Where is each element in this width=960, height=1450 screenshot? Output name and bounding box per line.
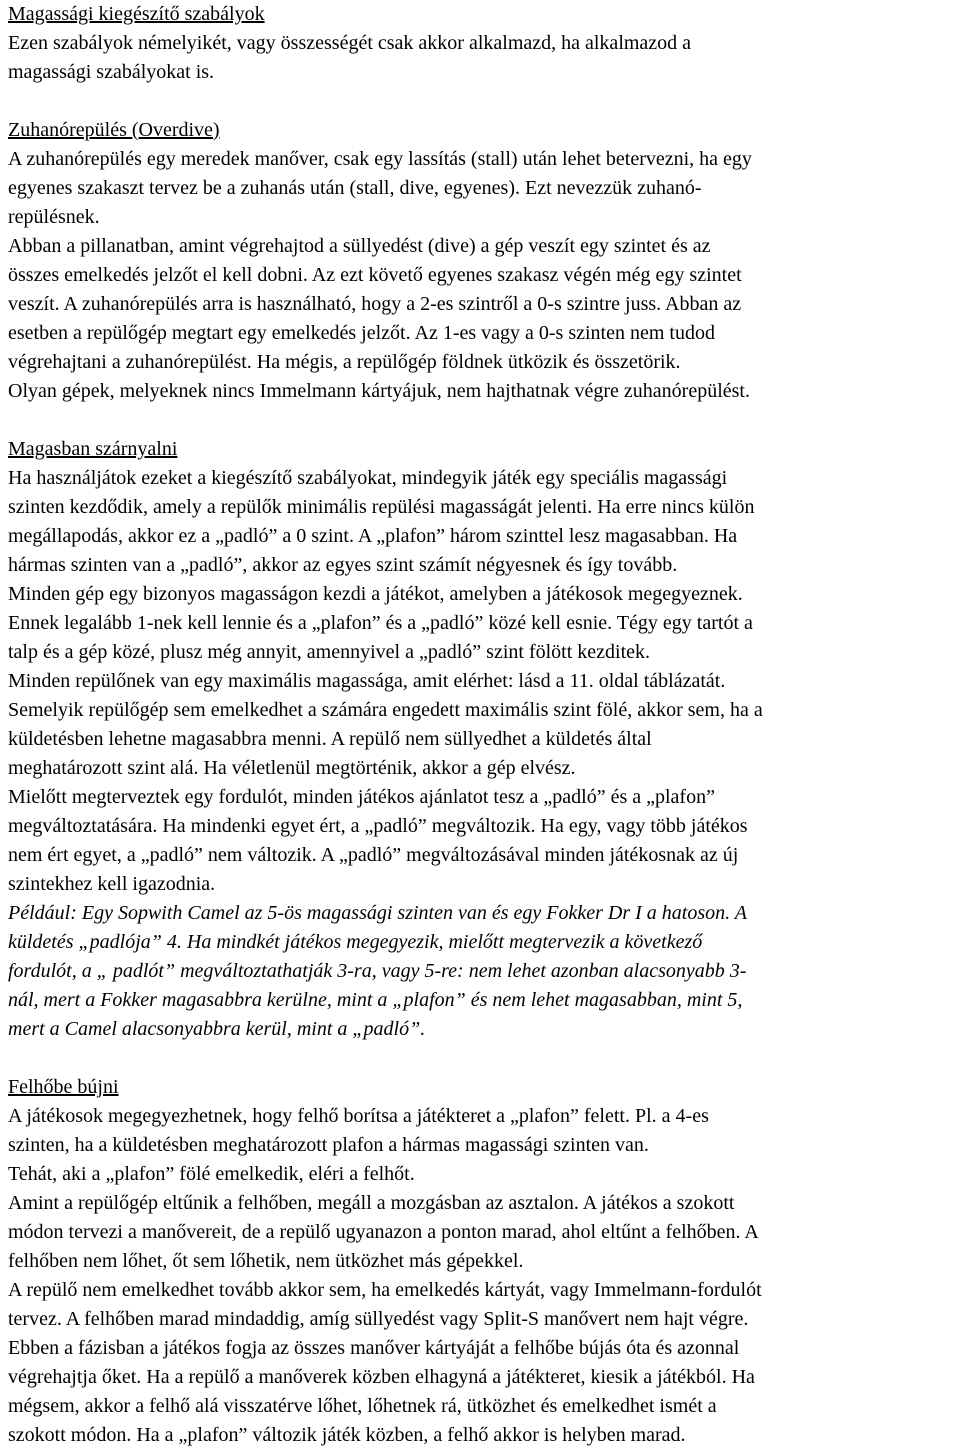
paragraph-line: módon tervezi a manővereit, de a repülő ugyanazon a ponton marad, ahol eltűnt a felhőben. A xyxy=(8,1221,759,1243)
blank-line xyxy=(8,1044,958,1073)
paragraph-line: szintekhez kell igazodnia. xyxy=(8,873,216,895)
paragraph-line: A játékosok megegyezhetnek, hogy felhő borítsa a játékteret a „plafon” felett. Pl. a 4-es xyxy=(8,1105,709,1127)
paragraph-line: megállapodás, akkor ez a „padló” a 0 szint. A „plafon” három szinttel lesz magasabban. Ha xyxy=(8,525,738,547)
paragraph-line: magassági szabályokat is. xyxy=(8,61,215,83)
paragraph-line: Ebben a fázisban a játékos fogja az összes manőver kártyáját a felhőbe bújás óta és azonnal xyxy=(8,1337,740,1359)
paragraph-line: mégsem, akkor a felhő alá visszatérve lőhet, lőhetnek rá, ütközhet és emelkedhet ismét a xyxy=(8,1395,717,1417)
paragraph-line: meghatározott szint alá. Ha véletlenül megtörténik, akkor a gép elvész. xyxy=(8,757,576,779)
section-felhobe-bujni xyxy=(8,1073,958,1450)
paragraph-line: talp és a gép közé, plusz még annyit, amennyivel a „padló” szint fölött kezditek. xyxy=(8,641,651,663)
paragraph-line: esetben a repülőgép megtart egy emelkedés jelzőt. Az 1-es vagy a 0-s szinten nem tudod xyxy=(8,322,715,344)
blank-line xyxy=(8,406,958,435)
blank-line xyxy=(8,87,958,116)
section-heading: Zuhanórepülés (Overdive) xyxy=(8,119,220,141)
paragraph-line: szokott módon. Ha a „plafon” változik játék közben, a felhő akkor is helyben marad. xyxy=(8,1424,686,1446)
example-line: fordulót, a „ padlót” megváltoztathatják 3-ra, vagy 5-re: nem lehet azonban alacsonyabb 3- xyxy=(8,960,747,982)
paragraph-line: végrehajtani a zuhanórepülést. Ha mégis, a repülőgép földnek ütközik és összetörik. xyxy=(8,351,681,373)
paragraph-line: hármas szinten van a „padló”, akkor az egyes szint számít négyesnek és így tovább. xyxy=(8,554,678,576)
paragraph-line: Abban a pillanatban, amint végrehajtod a süllyedést (dive) a gép veszít egy szintet és az xyxy=(8,235,711,257)
paragraph-line: Olyan gépek, melyeknek nincs Immelmann kártyájuk, nem hajthatnak végre zuhanórepülést. xyxy=(8,380,750,402)
paragraph-line: Ezen szabályok némelyikét, vagy összességét csak akkor alkalmazd, ha alkalmazod a xyxy=(8,32,692,54)
paragraph-line: Minden repülőnek van egy maximális magassága, amit elérhet: lásd a 11. oldal táblázatát. xyxy=(8,670,726,692)
section-magasban-szarnyalni xyxy=(8,435,958,1044)
paragraph-line: nem ért egyet, a „padló” nem változik. A „padló” megváltozásával minden játékosnak az új xyxy=(8,844,739,866)
section-heading: Felhőbe bújni xyxy=(8,1076,119,1098)
paragraph-line: szinten, ha a küldetésben meghatározott plafon a hármas magassági szinten van. xyxy=(8,1134,649,1156)
section-heading: Magasban szárnyalni xyxy=(8,438,178,460)
paragraph-line: küldetésben lehetne magasabbra menni. A repülő nem süllyedhet a küldetés által xyxy=(8,728,652,750)
paragraph-line: Ha használjátok ezeket a kiegészítő szabályokat, mindegyik játék egy speciális magassági xyxy=(8,467,728,489)
example-line: nál, mert a Fokker magasabbra kerülne, mint a „plafon” és nem lehet magasabban, mint 5, xyxy=(8,989,743,1011)
example-line: küldetés „padlója” 4. Ha mindkét játékos megegyezik, mielőtt megtervezik a következő xyxy=(8,931,703,953)
paragraph-line: A repülő nem emelkedhet tovább akkor sem, ha emelkedés kártyát, vagy Immelmann-fordulót xyxy=(8,1279,762,1301)
paragraph-line: végrehajtja őket. Ha a repülő a manőverek közben elhagyná a játékteret, kiesik a játékból. Ha xyxy=(8,1366,755,1388)
paragraph-line: Mielőtt megterveztek egy fordulót, minden játékos ajánlatot tesz a „padló” és a „plafon” xyxy=(8,786,715,808)
paragraph-line: megváltoztatására. Ha mindenki egyet ért, a „padló” megváltozik. Ha egy, vagy több játékos xyxy=(8,815,748,837)
paragraph-line: repülésnek. xyxy=(8,206,100,228)
paragraph-line: szinten kezdődik, amely a repülők minimális repülési magasságát jelenti. Ha erre nincs külön xyxy=(8,496,755,518)
example-line: Például: Egy Sopwith Camel az 5-ös magassági szinten van és egy Fokker Dr I a hatoson. A xyxy=(8,902,747,924)
paragraph-line: Amint a repülőgép eltűnik a felhőben, megáll a mozgásban az asztalon. A játékos a szokott xyxy=(8,1192,735,1214)
paragraph-line: tervez. A felhőben marad mindaddig, amíg süllyedést vagy Split-S manővert nem hajt végre. xyxy=(8,1308,749,1330)
paragraph-line: egyenes szakaszt tervez be a zuhanás után (stall, dive, egyenes). Ezt nevezzük zuhanó- xyxy=(8,177,702,199)
paragraph-line: felhőben nem lőhet, őt sem lőhetik, nem ütközhet más gépekkel. xyxy=(8,1250,524,1272)
example-line: mert a Camel alacsonyabbra kerül, mint a „padló”. xyxy=(8,1018,426,1040)
paragraph-line: A zuhanórepülés egy meredek manőver, csak egy lassítás (stall) után lehet betervezni, ha egy xyxy=(8,148,752,170)
section-zuhanorepules xyxy=(8,116,958,406)
document-page xyxy=(8,0,958,1450)
paragraph-line: Minden gép egy bizonyos magasságon kezdi a játékot, amelyben a játékosok megegyeznek. xyxy=(8,583,743,605)
section-heading: Magassági kiegészítő szabályok xyxy=(8,3,265,25)
section-magassagi xyxy=(8,0,958,87)
paragraph-line: Tehát, aki a „plafon” fölé emelkedik, eléri a felhőt. xyxy=(8,1163,415,1185)
paragraph-line: összes emelkedés jelzőt el kell dobni. Az ezt követő egyenes szakasz végén még egy szintet xyxy=(8,264,742,286)
paragraph-line: veszít. A zuhanórepülés arra is használható, hogy a 2-es szintről a 0-s szintre juss. Abban az xyxy=(8,293,742,315)
paragraph-line: Ennek legalább 1-nek kell lennie és a „plafon” és a „padló” közé kell esnie. Tégy egy tartót a xyxy=(8,612,753,634)
paragraph-line: Semelyik repülőgép sem emelkedhet a számára engedett maximális szint fölé, akkor sem, ha a xyxy=(8,699,763,721)
